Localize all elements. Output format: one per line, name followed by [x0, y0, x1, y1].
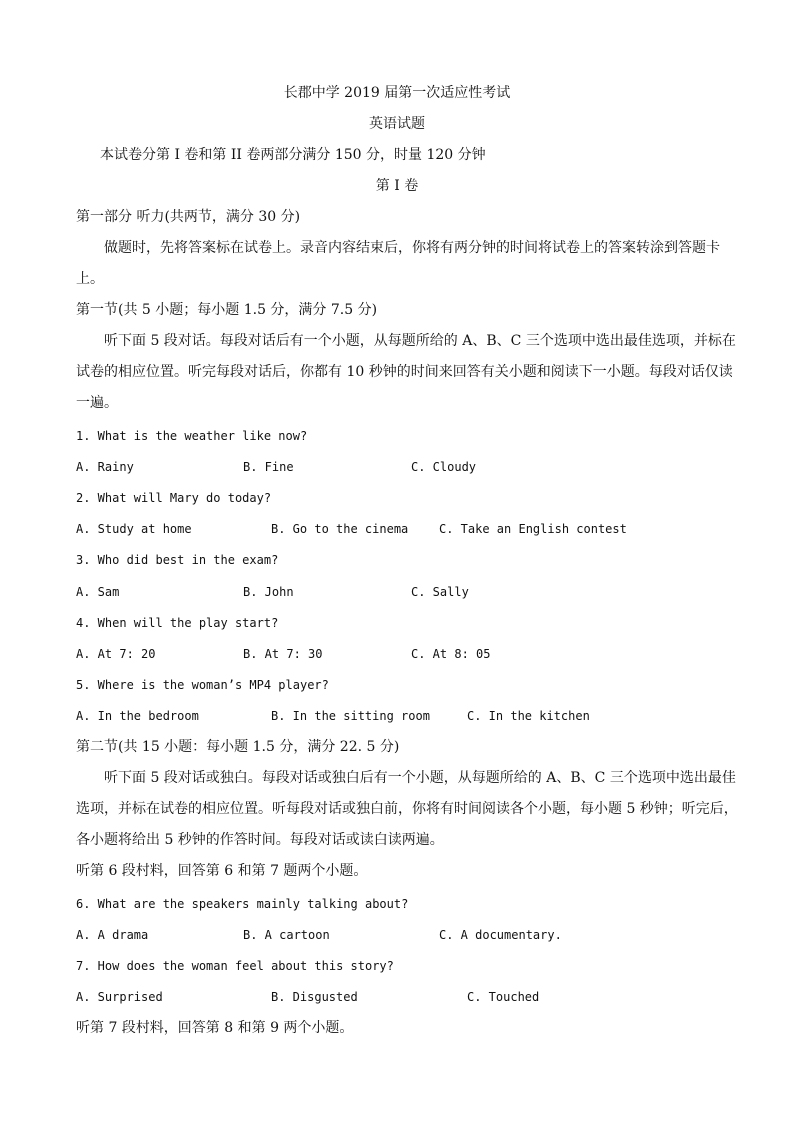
section2-instructions-line1: 听下面 5 段对话或独白。每段对话或独白后有一个小题，从每题所给的 A、B、C 三个选项中选出最佳	[104, 770, 736, 786]
q4-option-c: C. At 8: 05	[411, 647, 491, 661]
q4-option-a: A. At 7: 20	[76, 647, 156, 661]
q2-option-a: A. Study at home	[76, 522, 192, 536]
exam-title: 长郡中学 2019 届第一次适应性考试	[283, 85, 511, 101]
q3-option-b: B. John	[243, 585, 294, 599]
material-6-heading: 听第 6 段村料，回答第 6 和第 7 题两个小题。	[76, 863, 368, 879]
section1-instructions-line1: 听下面 5 段对话。每段对话后有一个小题，从每题所给的 A、B、C 三个选项中选出最佳选项，并标在	[104, 333, 736, 349]
question-1: 1. What is the weather like now?	[76, 429, 308, 443]
q6-option-c: C. A documentary.	[439, 928, 562, 942]
question-4: 4. When will the play start?	[76, 616, 279, 630]
q7-option-a: A. Surprised	[76, 990, 163, 1004]
q1-option-c: C. Cloudy	[411, 460, 477, 474]
question-3: 3. Who did best in the exam?	[76, 553, 279, 567]
q1-option-b: B. Fine	[243, 460, 294, 474]
q3-option-c: C. Sally	[411, 585, 469, 599]
q5-option-b: B. In the sitting room	[271, 709, 430, 723]
material-7-heading: 听第 7 段村料，回答第 8 和第 9 两个小题。	[76, 1020, 354, 1036]
question-7: 7. How does the woman feel about this story?	[76, 959, 394, 973]
q3-option-a: A. Sam	[76, 585, 120, 599]
question-2: 2. What will Mary do today?	[76, 491, 272, 505]
question-6: 6. What are the speakers mainly talking about?	[76, 897, 409, 911]
exam-subtitle: 英语试题	[369, 116, 425, 132]
part1-heading: 第一部分 听力(共两节，满分 30 分)	[76, 209, 301, 225]
section2-instructions-line2: 选项，并标在试卷的相应位置。听每段对话或独白前，你将有时间阅读各个小题，每小题 5 秒钟；听完后，	[76, 801, 738, 817]
q2-option-b: B. Go to the cinema	[271, 522, 409, 536]
part1-instructions-line1: 做题时，先将答案标在试卷上。录音内容结束后，你将有两分钟的时间将试卷上的答案转涂到答题卡	[104, 240, 720, 256]
q5-option-a: A. In the bedroom	[76, 709, 199, 723]
q7-option-c: C. Touched	[467, 990, 540, 1004]
volume-heading: 第 I 卷	[375, 178, 419, 194]
section2-instructions-line3: 各小题将给出 5 秒钟的作答时间。每段对话或读白读两遍。	[76, 832, 444, 848]
q2-option-c: C. Take an English contest	[439, 522, 627, 536]
section2-heading: 第二节(共 15 小题：每小题 1.5 分，满分 22. 5 分)	[76, 739, 400, 755]
q5-option-c: C. In the kitchen	[467, 709, 590, 723]
q4-option-b: B. At 7: 30	[243, 647, 323, 661]
question-5: 5. Where is the woman’s MP4 player?	[76, 678, 329, 692]
section1-instructions-line3: 一遍。	[76, 395, 118, 411]
part1-instructions-line2: 上。	[76, 271, 104, 287]
q6-option-b: B. A cartoon	[243, 928, 330, 942]
section1-heading: 第一节(共 5 小题；每小题 1.5 分，满分 7.5 分)	[76, 302, 378, 318]
q7-option-b: B. Disgusted	[271, 990, 358, 1004]
exam-intro: 本试卷分第 I 卷和第 II 卷两部分满分 150 分，时量 120 分钟	[100, 147, 486, 163]
q1-option-a: A. Rainy	[76, 460, 134, 474]
q6-option-a: A. A drama	[76, 928, 149, 942]
section1-instructions-line2: 试卷的相应位置。听完每段对话后，你都有 10 秒钟的时间来回答有关小题和阅读下一小题。每段对话仅读	[76, 364, 733, 380]
